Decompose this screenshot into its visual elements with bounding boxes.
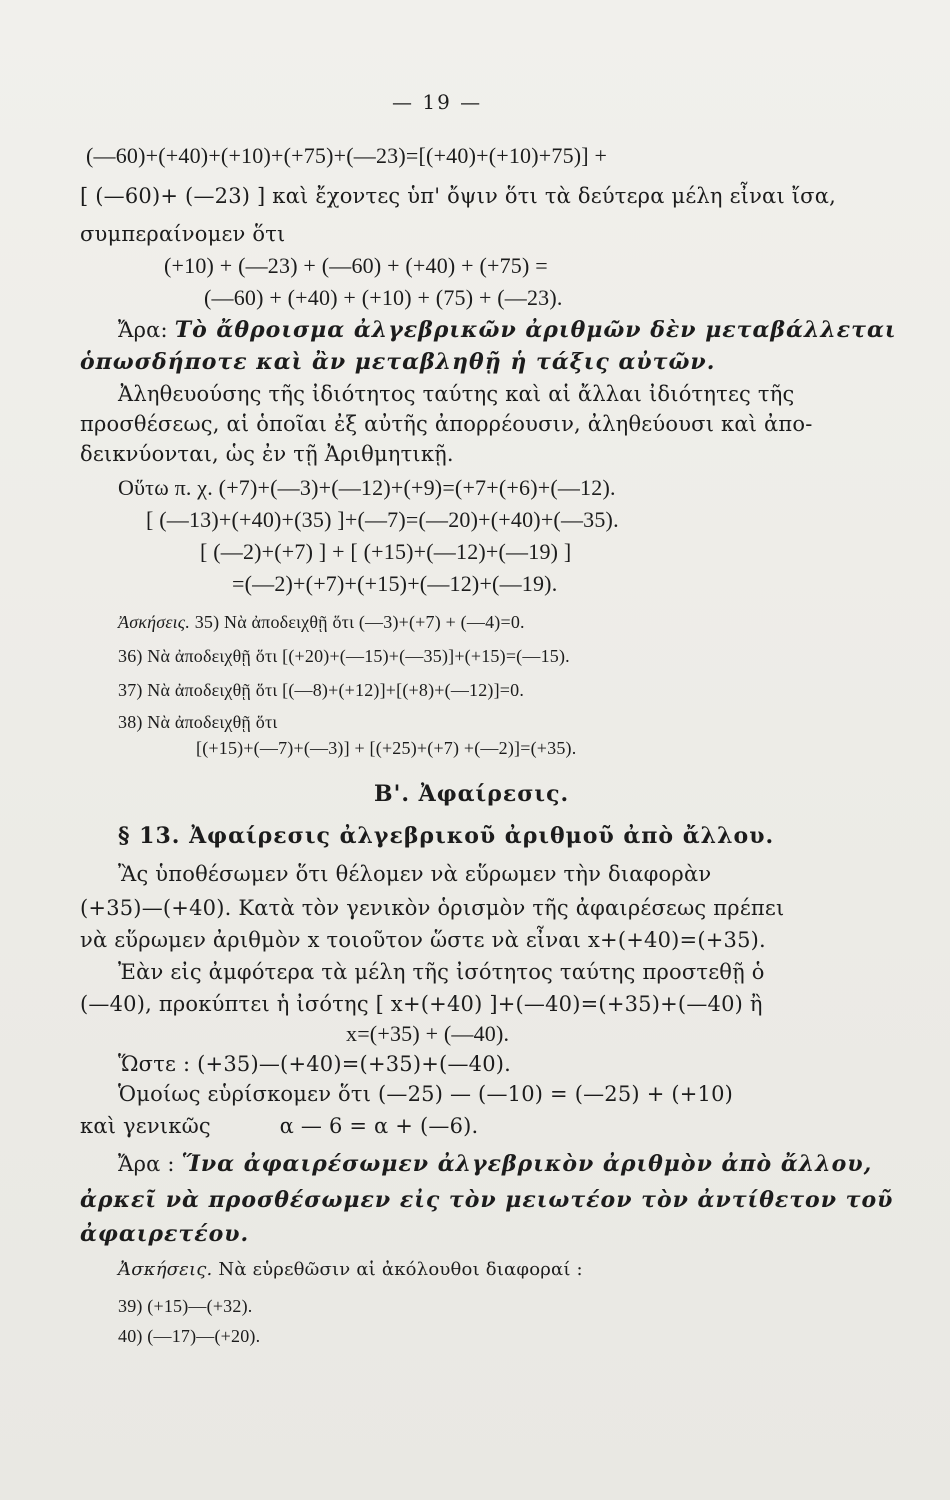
equation-line: (—60)+(+40)+(+10)+(+75)+(—23)=[(+40)+(+10)+75)] + <box>86 143 608 168</box>
exercise-line: 36) Νὰ ἀποδειχθῇ ὅτι [(+20)+(—15)+(—35)]+(+15)=(—15). <box>118 646 570 666</box>
text-line: Ὁμοίως εὑρίσκομεν ὅτι (—25) — (—10) = (—25) + (+10) <box>118 1082 734 1106</box>
equation-line: [ (—2)+(+7) ] + [ (+15)+(—12)+(—19) ] <box>200 539 572 564</box>
theorem-line <box>118 1150 872 1178</box>
exercise-line: 37) Νὰ ἀποδειχθῇ ὅτι [(—8)+(+12)]+[(+8)+(—12)]=0. <box>118 680 525 700</box>
theorem-text: ἀρκεῖ νὰ προσθέσωμεν εἰς τὸν μειωτέον τὸν ἀντίθετον τοῦ <box>80 1187 894 1213</box>
exercises-label: Ἀσκήσεις. <box>118 612 195 632</box>
text-line: Ὥστε : (+35)—(+40)=(+35)+(—40). <box>118 1052 512 1076</box>
equation-line: (+10) + (—23) + (—60) + (+40) + (+75) = <box>164 253 548 278</box>
exercise-line: 38) Νὰ ἀποδειχθῇ ὅτι <box>118 712 278 732</box>
text-line: Ἂς ὑποθέσωμεν ὅτι θέλομεν νὰ εὕρωμεν τὴν διαφορὰν <box>118 862 712 886</box>
theorem-line <box>118 316 897 344</box>
text-line: καὶ γενικῶς α — 6 = α + (—6). <box>80 1114 479 1138</box>
text-line: Ἀληθευούσης τῆς ἰδιότητος ταύτης καὶ αἱ ἄλλαι ἰδιότητες τῆς <box>118 382 795 406</box>
text-line: συμπεραίνομεν ὅτι <box>80 222 286 246</box>
exercise-line <box>118 1256 583 1284</box>
text-line: Ἐὰν εἰς ἀμφότερα τὰ μέλη τῆς ἰσότητος ταύτης προστεθῇ ὁ <box>118 960 765 984</box>
theorem-text: Τὸ ἄθροισμα ἀλγεβρικῶν ἀριθμῶν δὲν μεταβάλλεται <box>174 317 897 343</box>
theorem-text: Ἵνα ἀφαιρέσωμεν ἀλγεβρικὸν ἀριθμὸν ἀπὸ ἄλλου, <box>181 1151 873 1177</box>
text-line: προσθέσεως, αἱ ὁποῖαι ἐξ αὐτῆς ἀπορρέουσιν, ἀληθεύουσι καὶ ἀπο- <box>80 412 813 436</box>
exercise-text: Νὰ εὑρεθῶσιν αἱ ἀκόλουθοι διαφοραί : <box>218 1259 583 1280</box>
text-line: (+35)—(+40). Κατὰ τὸν γενικὸν ὁρισμὸν τῆς ἀφαιρέσεως πρέπει <box>80 896 785 920</box>
exercise-line: 40) (—17)—(+20). <box>118 1326 261 1346</box>
page-number: — 19 — <box>392 90 483 114</box>
text-line: νὰ εὕρωμεν ἀριθμὸν x τοιοῦτον ὥστε νὰ εἶναι x+(+40)=(+35). <box>80 928 766 952</box>
equation-line: (—60) + (+40) + (+10) + (75) + (—23). <box>204 285 563 310</box>
equation-line: [ (—13)+(+40)+(35) ]+(—7)=(—20)+(+40)+(—35). <box>146 507 619 532</box>
equation-line: =(—2)+(+7)+(+15)+(—12)+(—19). <box>232 571 558 596</box>
theorem-text: ὁπωσδήποτε καὶ ἂν μεταβληθῇ ἡ τάξις αὐτῶν. <box>80 349 716 375</box>
ara-label: Ἄρα: <box>118 318 175 342</box>
subsection-heading: § 13. Ἀφαίρεσις ἀλγεβρικοῦ ἀριθμοῦ ἀπὸ ἄλλου. <box>118 823 775 849</box>
ara-label: Ἄρα : <box>118 1152 182 1176</box>
text-line: [ (—60)+ (—23) ] καὶ ἔχοντες ὑπ' ὄψιν ὅτι τὰ δεύτερα μέλη εἶναι ἴσα, <box>80 184 836 208</box>
equation-line: Οὕτω π. χ. (+7)+(—3)+(—12)+(+9)=(+7+(+6)+(—12). <box>118 475 616 500</box>
exercise-text: 35) Νὰ ἀποδειχθῇ ὅτι (—3)+(+7) + (—4)=0. <box>194 612 525 632</box>
exercise-line: [(+15)+(—7)+(—3)] + [(+25)+(+7) +(—2)]=(+35). <box>196 738 577 758</box>
exercises-label: Ἀσκήσεις. <box>118 1259 219 1280</box>
text-line: δεικνύονται, ὡς ἐν τῇ Ἀριθμητικῇ. <box>80 442 454 466</box>
exercise-line: 39) (+15)—(+32). <box>118 1296 253 1316</box>
section-heading: Β'. Ἀφαίρεσις. <box>374 781 570 807</box>
exercise-line <box>118 608 525 636</box>
equation-line: x=(+35) + (—40). <box>346 1021 510 1046</box>
text-line: (—40), προκύπτει ἡ ἰσότης [ x+(+40) ]+(—40)=(+35)+(—40) ἢ <box>80 992 763 1016</box>
theorem-text: ἀφαιρετέου. <box>80 1221 250 1247</box>
